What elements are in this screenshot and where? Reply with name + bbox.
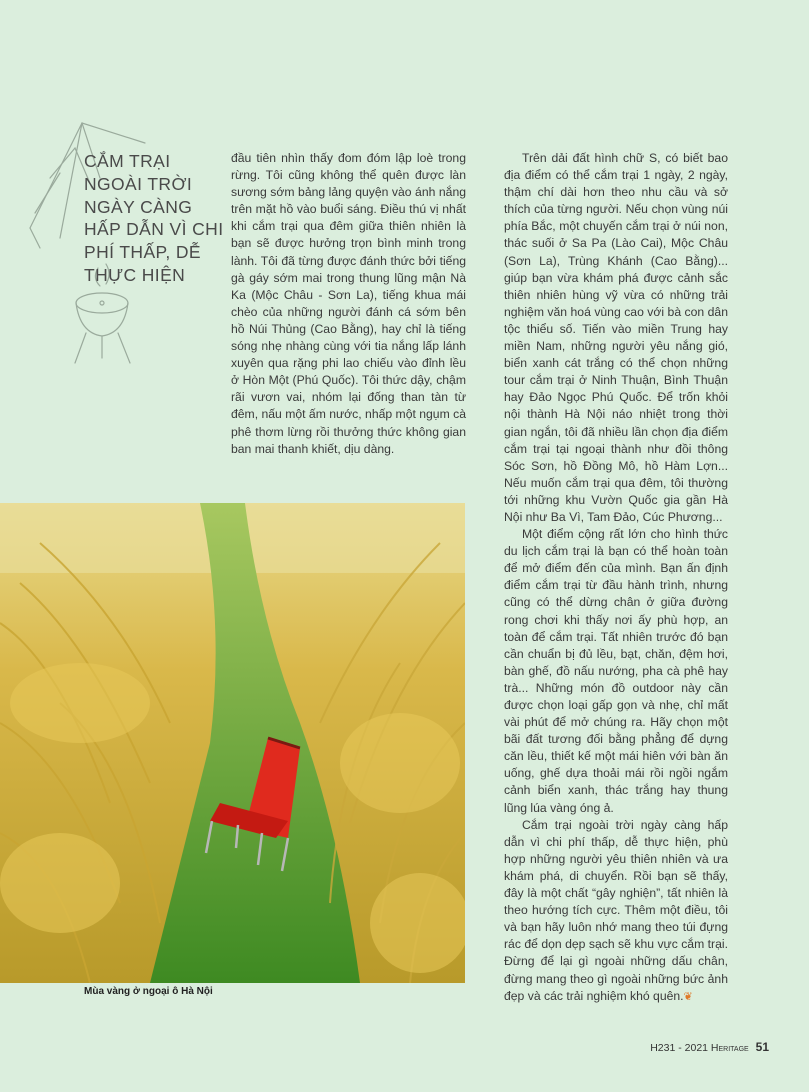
photo-caption: Mùa vàng ở ngoại ô Hà Nội (84, 986, 213, 997)
rice-field-photo (0, 503, 465, 983)
pull-quote-heading: CẮM TRẠI NGOÀI TRỜI NGÀY CÀNG HẤP DẪN VÌ CHI PHÍ THẤP, DỄ THỰC HIỆN (84, 151, 224, 285)
paragraph: Một điểm cộng rất lớn cho hình thức du lịch cắm trại là bạn có thể hoàn toàn để mở điểm đến của mình. Bạn ấn định điểm cắm trại từ đầu hành trình, nhưng cũng có thể dừng chân ở giữa đường rong chơi khi thấy nơi ấy phù hợp, an toàn để cắm trại. Tất nhiên trước đó bạn cần chuẩn bị đủ lều, bạt, chăn, đệm hơi, bàn ghế, đồ nấu nướng, pha cà phê hay trà... Những món đồ outdoor này cần được chọn loại gấp gọn và nhẹ, chỉ mất vài phút để mở chúng ra. Hãy chọn một bãi đất tương đối bằng phẳng để dựng căn lều, thiết kế một mái hiên với bàn ăn uống, ghế dựa thoải mái rồi ngồi ngắm cảnh biển xanh, thác trắng hay thung lũng lúa vàng óng ả. (504, 527, 728, 815)
page-footer (650, 1040, 769, 1054)
issue-number: H231 - 2021 (650, 1042, 708, 1054)
page-number: 51 (755, 1040, 769, 1054)
paragraph: đầu tiên nhìn thấy đom đóm lập loè trong rừng. Tôi cũng không thể quên được làn sương sớm bảng lảng quyện vào ánh nắng trên mặt hồ vào buổi sáng. Điều thú vị nhất khi cắm trại qua đêm giữa thiên nhiên là bạn sẽ được hưởng trọn bình minh trong lành. Tôi đã từng được đánh thức bởi tiếng gà gáy sớm mai trong thung lũng mận Nà Ka (Mộc Châu - Sơn La), tiếng khua mái chèo của những người đánh cá sớm bên hồ Núi Thủng (Cao Bằng), hay chỉ là tiếng sóng nhẹ nhàng cùng với tia nắng lấp lánh xuyên qua rặng phi lao chiếu vào đỉnh lều ở Hòn Một (Phú Quốc). Tôi thức dậy, chậm rãi vươn vai, nhóm lại đống than tàn từ đêm, nấu một ấm nước, nhấp một ngụm cà phê thơm lừng rồi thưởng thức không gian ban mai thanh khiết, dịu dàng. (231, 151, 466, 456)
article-column-2 (504, 150, 728, 1006)
leaf-end-mark-icon: ❦ (683, 990, 693, 1003)
paragraph: Trên dải đất hình chữ S, có biết bao địa điểm có thể cắm trại 1 ngày, 2 ngày, thậm chí dài hơn theo nhu cầu và sở thích của từng người. Nếu chọn vùng núi phía Bắc, một chuyến cắm trại ở núi non, thác suối ở Sa Pa (Lào Cai), Mộc Châu (Sơn La), Trùng Khánh (Cao Bằng)... giúp bạn vừa khám phá được cảnh sắc thiên nhiên hùng vỹ vừa có những trải nghiệm văn hoá vùng cao với bà con dân tộc thiểu số. Tiến vào miền Trung hay miền Nam, những người yêu nắng gió, biển xanh cát trắng có thể chọn những tour cắm trại ở Ninh Thuận, Bình Thuận hay Đảo Ngọc Phú Quốc. Để trốn khỏi nội thành Hà Nội náo nhiệt trong thời gian ngắn, tôi đã nhiều lần chọn địa điểm cắm trại tại ngoại thành như đồi thông Sóc Sơn, hồ Đồng Mô, hồ Hàm Lợn... Nếu muốn cắm trại qua đêm, tôi thường tới những khu Vườn Quốc gia gần Hà Nội như Ba Vì, Tam Đảo, Cúc Phương... (504, 151, 728, 524)
article-column-1 (231, 150, 466, 458)
magazine-name: Heritage (710, 1042, 749, 1054)
paragraph: Cắm trại ngoài trời ngày càng hấp dẫn vì chi phí thấp, dễ thực hiện, phù hợp những người yêu thiên nhiên và ưa khám phá, di chuyển. Rồi bạn sẽ thấy, đây là một chất “gây nghiện”, tất nhiên là theo hướng tích cực. Thêm một điều, tôi và bạn hãy luôn nhớ mang theo túi đựng rác để dọn dẹp sạch sẽ khu vực cắm trại. Đừng để lại gì ngoài những dấu chân, đừng mang theo gì ngoài những bức ảnh đẹp và các trải nghiệm khó quên.❦ (504, 817, 728, 1003)
